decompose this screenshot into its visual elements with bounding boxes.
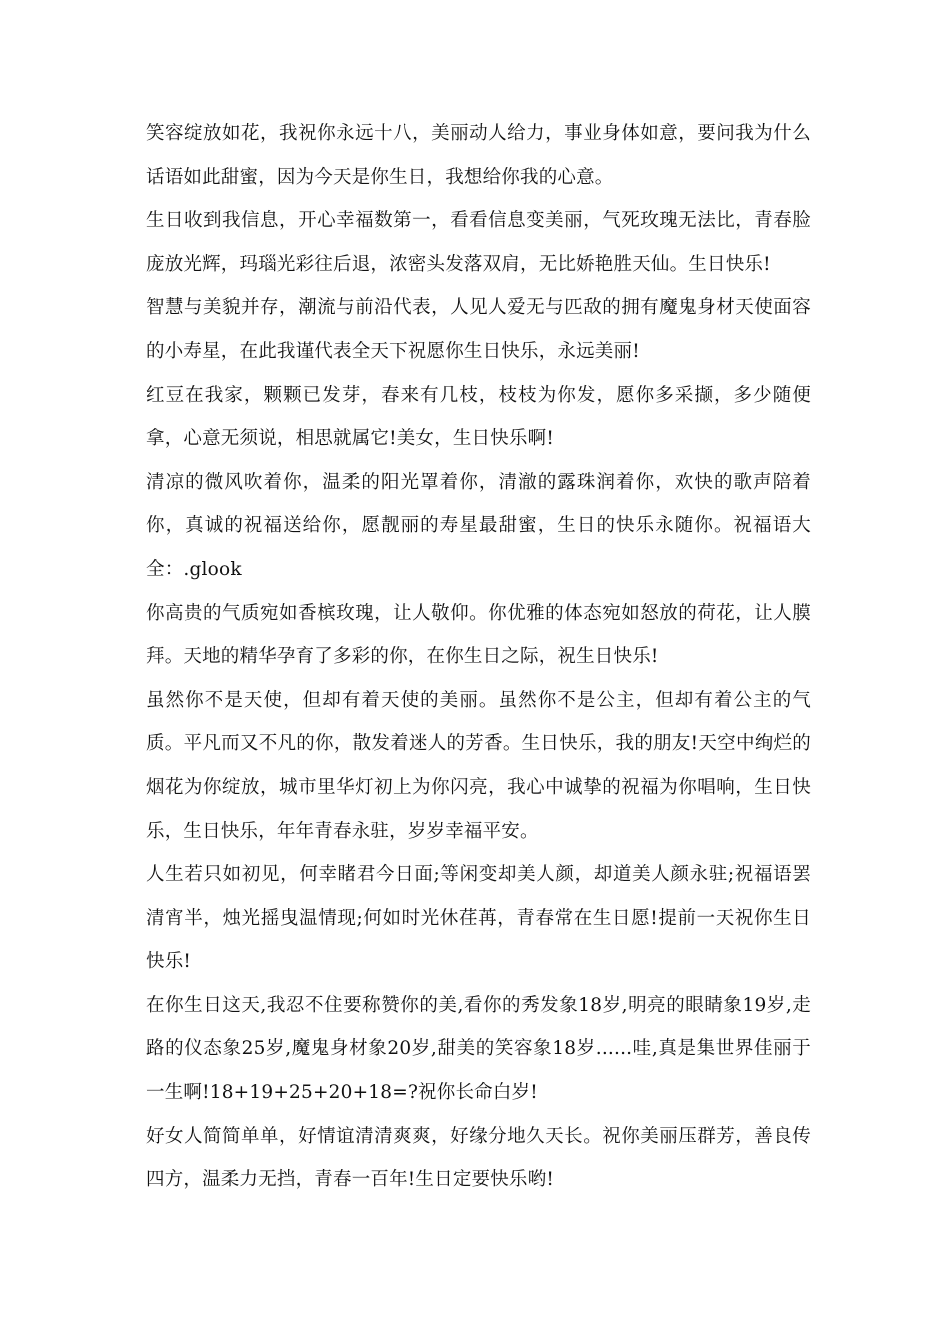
paragraph-7: 虽然你不是天使，但却有着天使的美丽。虽然你不是公主，但却有着公主的气质。平凡而又不凡的你，散发着迷人的芳香。生日快乐，我的朋友!天空中绚烂的烟花为你绽放，城市里华灯初上为你闪亮，我心中诚挚的祝福为你唱响，生日快乐，生日快乐，年年青春永驻，岁岁幸福平安。 (146, 689, 811, 842)
paragraph-3: 智慧与美貌并存，潮流与前沿代表，人见人爱无与匹敌的拥有魔鬼身材天使面容的小寿星，在此我谨代表全天下祝愿你生日快乐，永远美丽! (146, 297, 811, 362)
paragraph-2: 生日收到我信息，开心幸福数第一，看看信息变美丽，气死玫瑰无法比，青春脸庞放光辉，玛瑙光彩往后退，浓密头发落双肩，无比娇艳胜天仙。生日快乐! (146, 210, 811, 275)
paragraph-6: 你高贵的气质宛如香槟玫瑰，让人敬仰。你优雅的体态宛如怒放的荷花，让人膜拜。天地的精华孕育了多彩的你，在你生日之际，祝生日快乐! (146, 602, 811, 668)
paragraph-9: 在你生日这天,我忍不住要称赞你的美,看你的秀发象18岁,明亮的眼睛象19岁,走路的仪态象25岁,魔鬼身材象20岁,甜美的笑容象18岁......哇,真是集世界佳丽于一生啊!18+19+25+20+18=?祝你长命白岁! (146, 994, 811, 1104)
paragraph-1: 笑容绽放如花，我祝你永远十八，美丽动人给力，事业身体如意，要问我为什么话语如此甜蜜，因为今天是你生日，我想给你我的心意。 (146, 123, 811, 188)
document-body (146, 112, 811, 1202)
paragraph-10: 好女人简简单单，好情谊清清爽爽，好缘分地久天长。祝你美丽压群芳，善良传四方，温柔力无挡，青春一百年!生日定要快乐哟! (146, 1125, 811, 1191)
paragraph-8: 人生若只如初见，何幸睹君今日面;等闲变却美人颜，却道美人颜永驻;祝福语罢清宵半，烛光摇曳温情现;何如时光休荏苒，青春常在生日愿!提前一天祝你生日快乐! (146, 864, 811, 973)
paragraph-4: 红豆在我家，颗颗已发芽，春来有几枝，枝枝为你发，愿你多采撷，多少随便拿，心意无须说，相思就属它!美女，生日快乐啊! (146, 384, 811, 450)
paragraph-5: 清凉的微风吹着你，温柔的阳光罩着你，清澈的露珠润着你，欢快的歌声陪着你，真诚的祝福送给你，愿靓丽的寿星最甜蜜，生日的快乐永随你。祝福语大全：.glook (146, 471, 811, 580)
